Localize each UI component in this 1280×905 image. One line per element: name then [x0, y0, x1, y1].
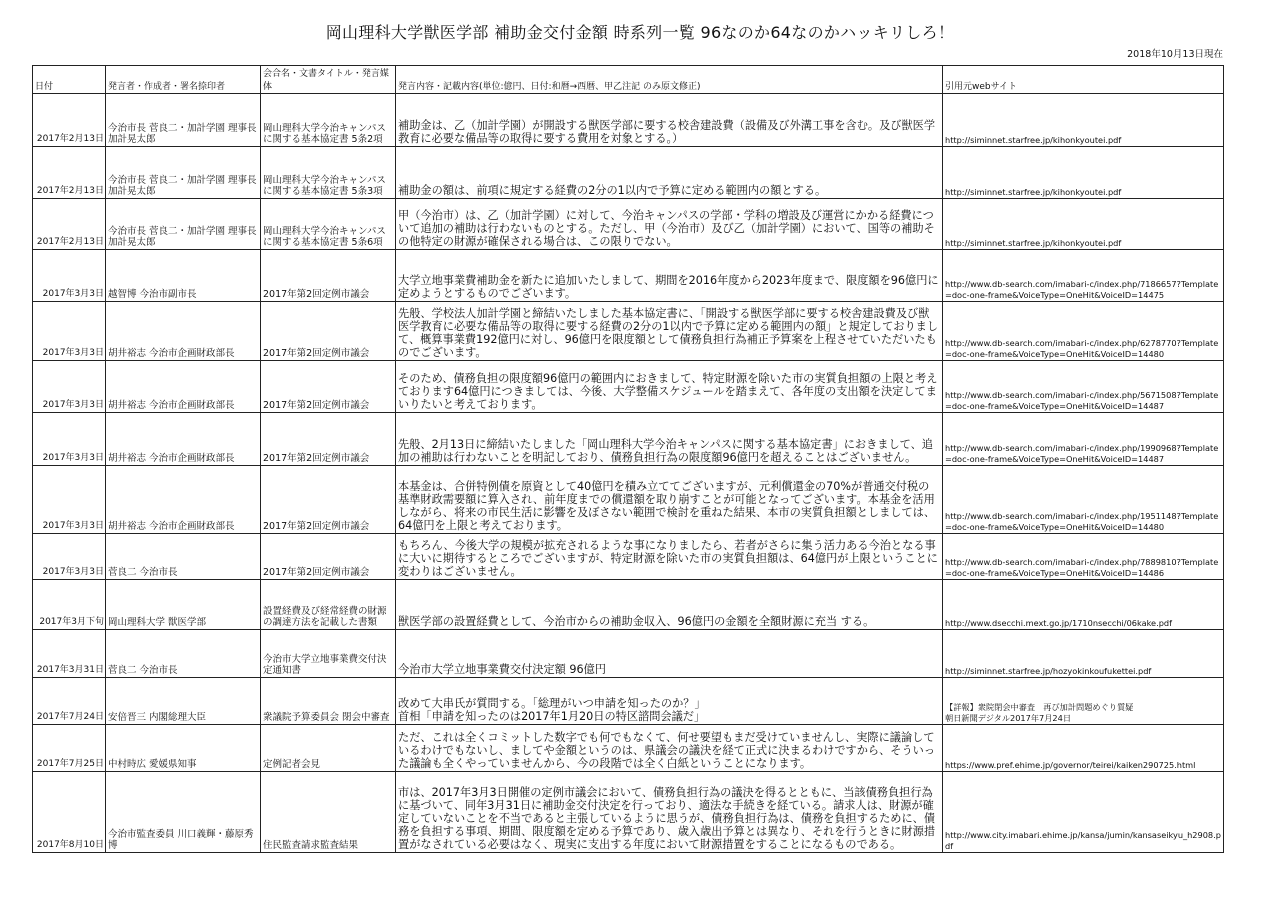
cell-content: 改めて大串氏が質問する。「総理がいつ申請を知ったのか？」 首相「申請を知ったのは2017年1月20日の特区諮問会議だ」 — [396, 678, 943, 725]
cell-source: 【詳報】衆院閉会中審査 再び加計問題めぐり質疑 朝日新聞デジタル2017年7月24日 — [943, 678, 1224, 725]
table-row — [33, 580, 1224, 630]
cell-content: もちろん、今後大学の規模が拡充されるような事になりましたら、若者がさらに集う活力ある今治となる事に大いに期待するところでございますが、特定財源を除いた市の実質負担額は、64億円が上限ということに変わりはございません。 — [396, 534, 943, 580]
cell-speaker: 今治市長 菅良二・加計学園 理事長 加計晃太郎 — [106, 199, 261, 250]
cell-source: http://www.db-search.com/imabari-c/index.php/1951148?Template=doc-one-frame&VoiceType=OneHit&VoiceID=14480 — [943, 466, 1224, 534]
cell-content: 補助金は、乙（加計学園）が開設する獣医学部に要する校舎建設費（設備及び外溝工事を含む。及び獣医学教育に必要な備品等の取得に要する費用を対象とする。） — [396, 94, 943, 147]
header-row — [33, 66, 1224, 94]
table-row — [33, 361, 1224, 413]
cell-meeting: 定例記者会見 — [261, 725, 396, 772]
cell-source: http://www.city.imabari.ehime.jp/kansa/jumin/kansaseikyu_h2908.pdf — [943, 772, 1224, 853]
cell-speaker: 岡山理科大学 獣医学部 — [106, 580, 261, 630]
cell-date: 2017年3月3日 — [33, 534, 106, 580]
cell-source: http://www.db-search.com/imabari-c/index.php/7889810?Template=doc-one-frame&VoiceType=OneHit&VoiceID=14486 — [943, 534, 1224, 580]
cell-date: 2017年3月下旬 — [33, 580, 106, 630]
cell-date: 2017年2月13日 — [33, 94, 106, 147]
cell-speaker: 安倍晋三 内閣総理大臣 — [106, 678, 261, 725]
cell-content: 甲（今治市）は、乙（加計学園）に対して、今治キャンパスの学部・学科の増設及び運営にかかる経費について追加の補助は行わないものとする。ただし、甲（今治市）及び乙（加計学園）において、国等の補助その他特定の財源が確保される場合は、この限りでない。 — [396, 199, 943, 250]
cell-meeting: 今治市大学立地事業費交付決定通知書 — [261, 630, 396, 678]
cell-source: http://www.db-search.com/imabari-c/index.php/5671508?Template=doc-one-frame&VoiceType=OneHit&VoiceID=14487 — [943, 361, 1224, 413]
cell-meeting: 2017年第2回定例市議会 — [261, 466, 396, 534]
cell-speaker: 胡井裕志 今治市企画財政部長 — [106, 413, 261, 466]
cell-meeting: 2017年第2回定例市議会 — [261, 302, 396, 361]
cell-meeting: 2017年第2回定例市議会 — [261, 361, 396, 413]
cell-content: ただ、これは全くコミットした数字でも何でもなくて、何せ要望もまだ受けていませんし、実際に議論しているわけでもないし、ましてや金額というのは、県議会の議決を経て正式に決まるわけですから、そういった議論も全くやっていませんから、今の段階では全く白紙ということになります。 — [396, 725, 943, 772]
cell-date: 2017年3月3日 — [33, 361, 106, 413]
cell-date: 2017年3月31日 — [33, 630, 106, 678]
timeline-table — [32, 65, 1224, 853]
cell-content: 大学立地事業費補助金を新たに追加いたしまして、期間を2016年度から2023年度まで、限度額を96億円に定めようとするものでございます。 — [396, 250, 943, 302]
cell-content: 市は、2017年3月3日開催の定例市議会において、債務負担行為の議決を得るとともに、当該債務負担行為に基づいて、同年3月31日に補助金交付決定を行っており、適法な手続きを経ている。請求人は、財源が確定していないことを不当であると主張しているように思うが、債務負担行為は、債務を負担するために、債務を負担する事項、期間、限度額を定める予算であり、歳入歳出予算とは異なり、それを行うときに財源措置がなされている必要はなく、現実に支出する年度において財源措置をすることになるものである。 — [396, 772, 943, 853]
cell-source: http://siminnet.starfree.jp/kihonkyoutei.pdf — [943, 199, 1224, 250]
cell-speaker: 胡井裕志 今治市企画財政部長 — [106, 361, 261, 413]
table-row — [33, 302, 1224, 361]
table-row — [33, 466, 1224, 534]
table-row — [33, 725, 1224, 772]
cell-source: http://siminnet.starfree.jp/hozyokinkoufukettei.pdf — [943, 630, 1224, 678]
cell-date: 2017年3月3日 — [33, 413, 106, 466]
cell-date: 2017年8月10日 — [33, 772, 106, 853]
header-content: 発言内容・記載内容(単位:億円、日付:和暦→西暦、甲乙注記 のみ原文修正) — [396, 66, 943, 94]
cell-meeting: 2017年第2回定例市議会 — [261, 250, 396, 302]
cell-speaker: 中村時広 愛媛県知事 — [106, 725, 261, 772]
cell-speaker: 今治市長 菅良二・加計学園 理事長 加計晃太郎 — [106, 94, 261, 147]
cell-source: http://www.db-search.com/imabari-c/index.php/6278770?Template=doc-one-frame&VoiceType=OneHit&VoiceID=14480 — [943, 302, 1224, 361]
cell-meeting: 住民監査請求監査結果 — [261, 772, 396, 853]
cell-date: 2017年7月24日 — [33, 678, 106, 725]
table-row — [33, 413, 1224, 466]
cell-date: 2017年3月3日 — [33, 466, 106, 534]
cell-meeting: 岡山理科大学今治キャンパスに関する基本協定書 5条2項 — [261, 94, 396, 147]
cell-date: 2017年3月3日 — [33, 302, 106, 361]
cell-content: 本基金は、合併特例債を原資として40億円を積み立ててございますが、元利償還金の70%が普通交付税の基準財政需要額に算入され、前年度までの償還額を取り崩すことが可能となってございます。本基金を活用しながら、将来の市民生活に影響を及ぼさない範囲で検討を重ねた結果、本市の実質負担額としましては、64億円を上限と考えております。 — [396, 466, 943, 534]
cell-speaker: 越智博 今治市副市長 — [106, 250, 261, 302]
table-row — [33, 772, 1224, 853]
cell-meeting: 衆議院予算委員会 閉会中審査 — [261, 678, 396, 725]
cell-speaker: 菅良二 今治市長 — [106, 630, 261, 678]
cell-speaker: 今治市長 菅良二・加計学園 理事長 加計晃太郎 — [106, 147, 261, 199]
table-row — [33, 250, 1224, 302]
table-row — [33, 199, 1224, 250]
cell-meeting: 岡山理科大学今治キャンパスに関する基本協定書 5条3項 — [261, 147, 396, 199]
table-row — [33, 147, 1224, 199]
cell-date: 2017年3月3日 — [33, 250, 106, 302]
cell-date: 2017年7月25日 — [33, 725, 106, 772]
cell-meeting: 2017年第2回定例市議会 — [261, 534, 396, 580]
table-row — [33, 94, 1224, 147]
document-title: 岡山理科大学獣医学部 補助金交付金額 時系列一覧 96なのか64なのかハッキリしろ！ — [325, 23, 955, 42]
cell-speaker: 今治市監査委員 川口義輝・藤原秀博 — [106, 772, 261, 853]
table-row — [33, 630, 1224, 678]
cell-content: 今治市大学立地事業費交付決定額 96億円 — [396, 630, 943, 678]
cell-source: http://siminnet.starfree.jp/kihonkyoutei.pdf — [943, 147, 1224, 199]
table-row — [33, 534, 1224, 580]
cell-meeting: 岡山理科大学今治キャンパスに関する基本協定書 5条6項 — [261, 199, 396, 250]
as-of-date: 2018年10月13日現在 — [1127, 49, 1223, 60]
header-date: 日付 — [33, 66, 106, 94]
header-speaker: 発言者・作成者・署名捺印者 — [106, 66, 261, 94]
cell-source: http://siminnet.starfree.jp/kihonkyoutei.pdf — [943, 94, 1224, 147]
cell-meeting: 2017年第2回定例市議会 — [261, 413, 396, 466]
cell-content: そのため、債務負担の限度額96億円の範囲内におきまして、特定財源を除いた市の実質負担額の上限と考えております64億円につきましては、今後、大学整備スケジュールを踏まえて、各年度の支出額を決定してまいりたいと考えております。 — [396, 361, 943, 413]
cell-date: 2017年2月13日 — [33, 147, 106, 199]
cell-source: http://www.dsecchi.mext.go.jp/1710nsecchi/06kake.pdf — [943, 580, 1224, 630]
cell-meeting: 設置経費及び経常経費の財源の調達方法を記載した書類 — [261, 580, 396, 630]
cell-content: 補助金の額は、前項に規定する経費の2分の1以内で予算に定める範囲内の額とする。 — [396, 147, 943, 199]
cell-speaker: 菅良二 今治市長 — [106, 534, 261, 580]
cell-speaker: 胡井裕志 今治市企画財政部長 — [106, 466, 261, 534]
table-body — [33, 94, 1224, 853]
cell-content: 獣医学部の設置経費として、今治市からの補助金収入、96億円の金額を全額財源に充当 する。 — [396, 580, 943, 630]
header-source: 引用元webサイト — [943, 66, 1224, 94]
header-meeting: 会合名・文書タイトル・発言媒体 — [261, 66, 396, 94]
cell-content: 先般、学校法人加計学園と締結いたしました基本協定書に、「開設する獣医学部に要する校舎建設費及び獣医学教育に必要な備品等の取得に要する経費の2分の1以内で予算に定める範囲内の額」と規定しておりまして、概算事業費192億円に対し、96億円を限度額として債務負担行為補正予算案を上程させていただいたものでございます。 — [396, 302, 943, 361]
cell-source: https://www.pref.ehime.jp/governor/teirei/kaiken290725.html — [943, 725, 1224, 772]
cell-source: http://www.db-search.com/imabari-c/index.php/1990968?Template=doc-one-frame&VoiceType=OneHit&VoiceID=14487 — [943, 413, 1224, 466]
cell-date: 2017年2月13日 — [33, 199, 106, 250]
cell-speaker: 胡井裕志 今治市企画財政部長 — [106, 302, 261, 361]
cell-content: 先般、2月13日に締結いたしました「岡山理科大学今治キャンパスに関する基本協定書」におきまして、追加の補助は行わないことを明記しており、債務負担行為の限度額96億円を超えることはございません。 — [396, 413, 943, 466]
table-row — [33, 678, 1224, 725]
cell-source: http://www.db-search.com/imabari-c/index.php/7186657?Template=doc-one-frame&VoiceType=OneHit&VoiceID=14475 — [943, 250, 1224, 302]
